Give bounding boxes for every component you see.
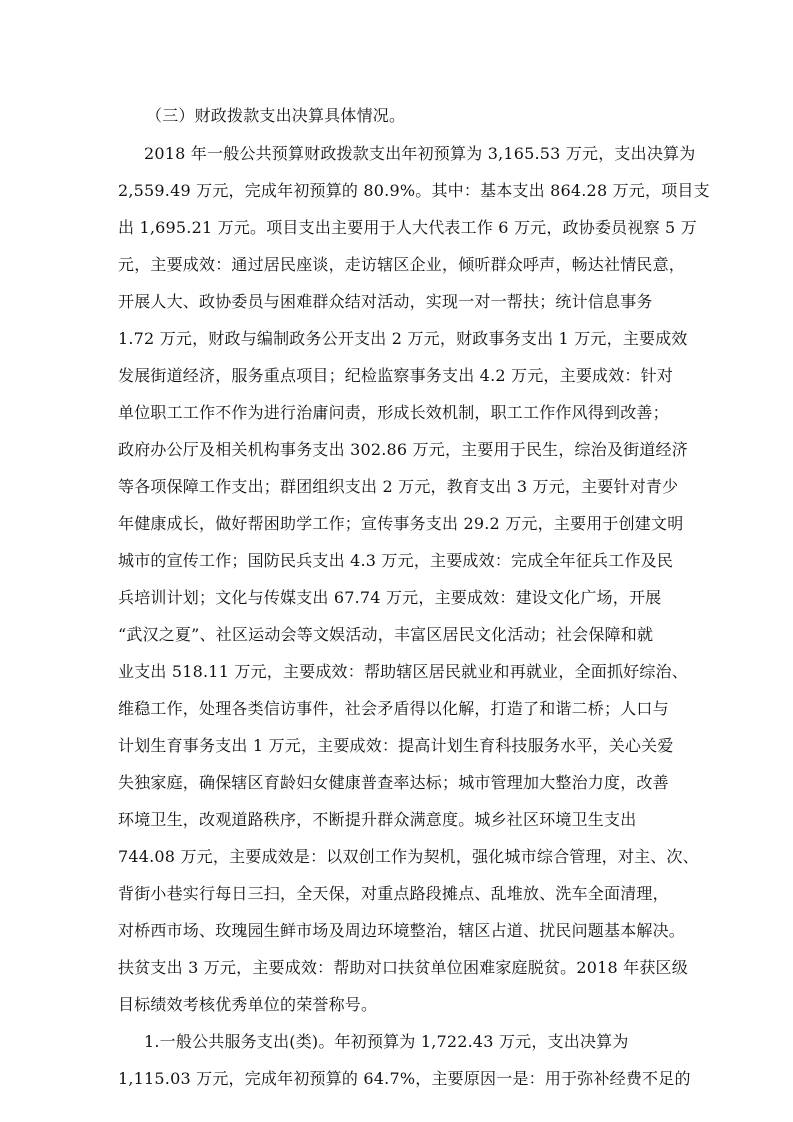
paragraph-line: 背街小巷实行每日三扫，全天保，对重点路段摊点、乱堆放、洗车全面清理， [118,884,669,903]
paragraph-line: 目标绩效考核优秀单位的荣誉称号。 [118,995,378,1014]
paragraph-line: 维稳工作，处理各类信访事件，社会矛盾得以化解，打造了和谐二桥；人口与 [118,699,669,718]
paragraph-line: 2018 年一般公共预算财政拨款支出年初预算为 3,165.53 万元，支出决算为 [144,144,696,163]
paragraph-line: 城市的宣传工作；国防民兵支出 4.3 万元，主要成效：完成全年征兵工作及民 [118,551,674,570]
paragraph-line: 发展街道经济，服务重点项目；纪检监察事务支出 4.2 万元，主要成效：针对 [118,366,674,385]
paragraph-line: 开展人大、政协委员与困难群众结对活动，实现一对一帮扶；统计信息事务 [118,292,653,311]
paragraph-line: 等各项保障工作支出；群团组织支出 2 万元，教育支出 3 万元，主要针对青少 [118,477,679,496]
paragraph-line: “武汉之夏”、社区运动会等文娱活动，丰富区居民文化活动；社会保障和就 [118,625,654,644]
paragraph-line: 1.一般公共服务支出(类)。年初预算为 1,722.43 万元，支出决算为 [144,1032,629,1051]
paragraph-line: 政府办公厅及相关机构事务支出 302.86 万元，主要用于民生，综治及街道经济 [118,440,688,459]
section-heading: （三）财政拨款支出决算具体情况。 [146,106,406,125]
paragraph-line: 计划生育事务支出 1 万元，主要成效：提高计划生育科技服务水平，关心关爱 [118,736,674,755]
paragraph-line: 元，主要成效：通过居民座谈，走访辖区企业，倾听群众呼声，畅达社情民意， [118,255,686,274]
paragraph-line: 扶贫支出 3 万元，主要成效：帮助对口扶贫单位困难家庭脱贫。2018 年获区级 [118,958,688,977]
paragraph-line: 1,115.03 万元，完成年初预算的 64.7%，主要原因一是：用于弥补经费不足的 [118,1069,691,1088]
paragraph-line: 业支出 518.11 万元，主要成效：帮助辖区居民就业和再就业，全面抓好综治、 [118,662,688,681]
paragraph-line: 年健康成长，做好帮困助学工作；宣传事务支出 29.2 万元，主要用于创建文明 [118,514,684,533]
paragraph-line: 对桥西市场、玫瑰园生鲜市场及周边环境整治，辖区占道、扰民问题基本解决。 [118,921,686,940]
paragraph-line: 744.08 万元，主要成效是：以双创工作为契机，强化城市综合管理，对主、次、 [118,847,699,866]
paragraph-line: 环境卫生，改观道路秩序，不断提升群众满意度。城乡社区环境卫生支出 [118,810,637,829]
paragraph-line: 失独家庭，确保辖区育龄妇女健康普查率达标；城市管理加大整治力度，改善 [118,773,669,792]
paragraph-line: 2,559.49 万元，完成年初预算的 80.9%。其中：基本支出 864.28 万元，项目支 [118,181,710,200]
paragraph-line: 出 1,695.21 万元。项目支出主要用于人大代表工作 6 万元，政协委员视察 5 万 [118,218,697,237]
paragraph-line: 1.72 万元，财政与编制政务公开支出 2 万元，财政事务支出 1 万元，主要成效 [118,329,688,348]
paragraph-line: 单位职工工作不作为进行治庸问责，形成长效机制，职工工作作风得到改善； [118,403,669,422]
paragraph-line: 兵培训计划；文化与传媒支出 67.74 万元，主要成效：建设文化广场，开展 [118,588,662,607]
